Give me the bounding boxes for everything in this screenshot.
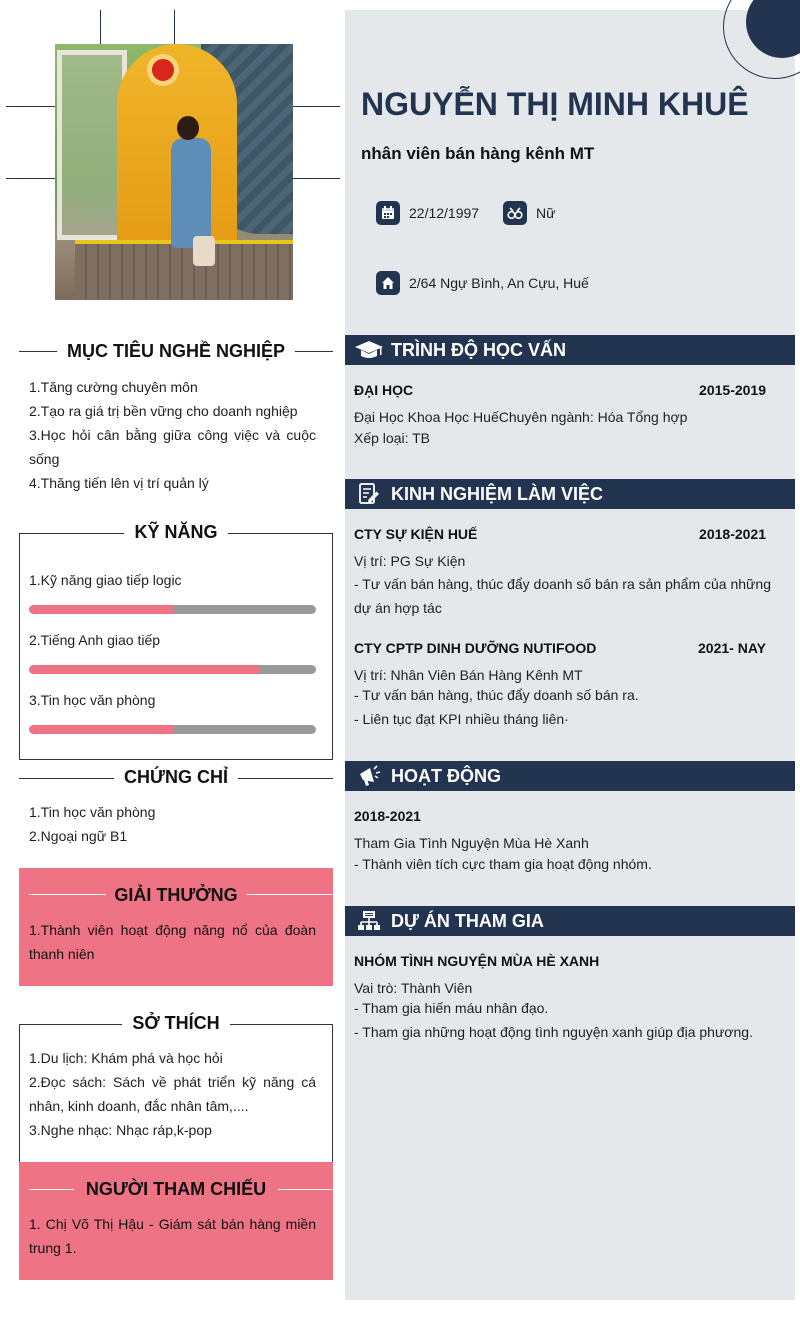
list-item: 4.Thăng tiến lên vị trí quản lý [29, 475, 209, 491]
skill-bar [29, 725, 316, 734]
home-icon [376, 271, 400, 295]
list-item: 1.Tin học văn phòng [29, 804, 156, 820]
job-role: Vị trí: Nhân Viên Bán Hàng Kênh MT [354, 667, 583, 683]
job-description: - Tư vấn bán hàng, thúc đẩy doanh số bán ra. [354, 687, 639, 703]
list-item: 2.Ngoại ngữ B1 [29, 828, 128, 844]
project-name: NHÓM TÌNH NGUYỆN MÙA HÈ XANH [354, 953, 600, 969]
certificates-title: CHỨNG CHỈ [19, 767, 333, 788]
education-title: TRÌNH ĐỘ HỌC VẤN [391, 340, 566, 360]
skills-title: KỸ NĂNG [19, 522, 333, 543]
calendar-icon [376, 201, 400, 225]
job-company: CTY CPTP DINH DƯỠNG NUTIFOOD [354, 640, 597, 656]
job-years: 2021- NAY [698, 640, 766, 656]
megaphone-icon [354, 761, 384, 791]
gender-icon [503, 201, 527, 225]
list-item: 1.Du lịch: Khám phá và học hỏi [29, 1050, 223, 1066]
activities-line: - Thành viên tích cực tham gia hoạt động nhóm. [354, 856, 652, 872]
address-value: 2/64 Ngự Bình, An Cựu, Huế [409, 275, 589, 291]
education-years: 2015-2019 [699, 382, 766, 398]
profile-photo [55, 44, 293, 300]
list-item: 2.Tạo ra giá trị bền vững cho doanh nghiệp [29, 403, 298, 419]
graduation-cap-icon [354, 335, 384, 365]
projects-title: DỰ ÁN THAM GIA [391, 911, 544, 931]
job-role: Vị trí: PG Sự Kiện [354, 553, 466, 569]
job-company: CTY SỰ KIỆN HUẾ [354, 526, 478, 542]
job-description: - Tư vấn bán hàng, thúc đẩy doanh số bán ra sản phẩm của những dự án hợp tác [354, 576, 771, 616]
hobbies-title: SỞ THÍCH [19, 1013, 333, 1034]
experience-title: KINH NGHIỆM LÀM VIỆC [391, 484, 604, 504]
list-item: 2.Đọc sách: Sách về phát triển kỹ năng cá nhân, kinh doanh, đắc nhân tâm,.... [29, 1074, 316, 1114]
gender-value: Nữ [536, 205, 556, 221]
list-item: 3.Học hỏi cân bằng giữa công việc và cuộc sống [29, 427, 316, 467]
activities-years: 2018-2021 [354, 808, 421, 824]
project-line: - Tham gia hiến máu nhân đạo. [354, 1000, 549, 1016]
hobbies-list [29, 1046, 316, 1142]
skill-label: 3.Tin học văn phòng [29, 692, 156, 708]
document-edit-icon [354, 479, 384, 509]
references-text: 1. Chị Võ Thị Hậu - Giám sát bán hàng miền trung 1. [29, 1216, 316, 1256]
candidate-position: nhân viên bán hàng kênh MT [361, 144, 595, 163]
list-item: 3.Nghe nhạc: Nhạc ráp,k-pop [29, 1122, 212, 1138]
network-icon [354, 906, 384, 936]
awards-title: GIẢI THƯỞNG [114, 885, 238, 905]
job-description: - Liên tục đạt KPI nhiều tháng liên· [354, 711, 569, 727]
certificates-list [29, 800, 316, 848]
skill-bar [29, 665, 316, 674]
project-line: Vai trò: Thành Viên [354, 980, 473, 996]
skill-bar [29, 605, 316, 614]
education-line: Xếp loại: TB [354, 430, 431, 446]
education-line: Đại Học Khoa Học HuếChuyên ngành: Hóa Tổng hợp [354, 409, 688, 425]
objective-list [29, 375, 316, 495]
awards-text: 1.Thành viên hoạt động năng nổ của đoàn thanh niên [29, 922, 316, 962]
references-title: NGƯỜI THAM CHIẾU [85, 1179, 267, 1199]
activities-title: HOẠT ĐỘNG [391, 766, 501, 786]
skill-label: 1.Kỹ năng giao tiếp logic [29, 572, 182, 588]
project-line: - Tham gia những hoạt động tình nguyện xanh giúp địa phương. [354, 1024, 753, 1040]
birthday-value: 22/12/1997 [409, 205, 480, 221]
skill-label: 2.Tiếng Anh giao tiếp [29, 632, 161, 648]
job-years: 2018-2021 [699, 526, 766, 542]
education-school-type: ĐẠI HỌC [354, 382, 414, 398]
candidate-name: NGUYỄN THỊ MINH KHUÊ [361, 86, 749, 122]
objective-title: MỤC TIÊU NGHỀ NGHIỆP [19, 341, 333, 362]
activities-line: Tham Gia Tình Nguyện Mùa Hè Xanh [354, 835, 589, 851]
list-item: 1.Tăng cường chuyên môn [29, 379, 198, 395]
